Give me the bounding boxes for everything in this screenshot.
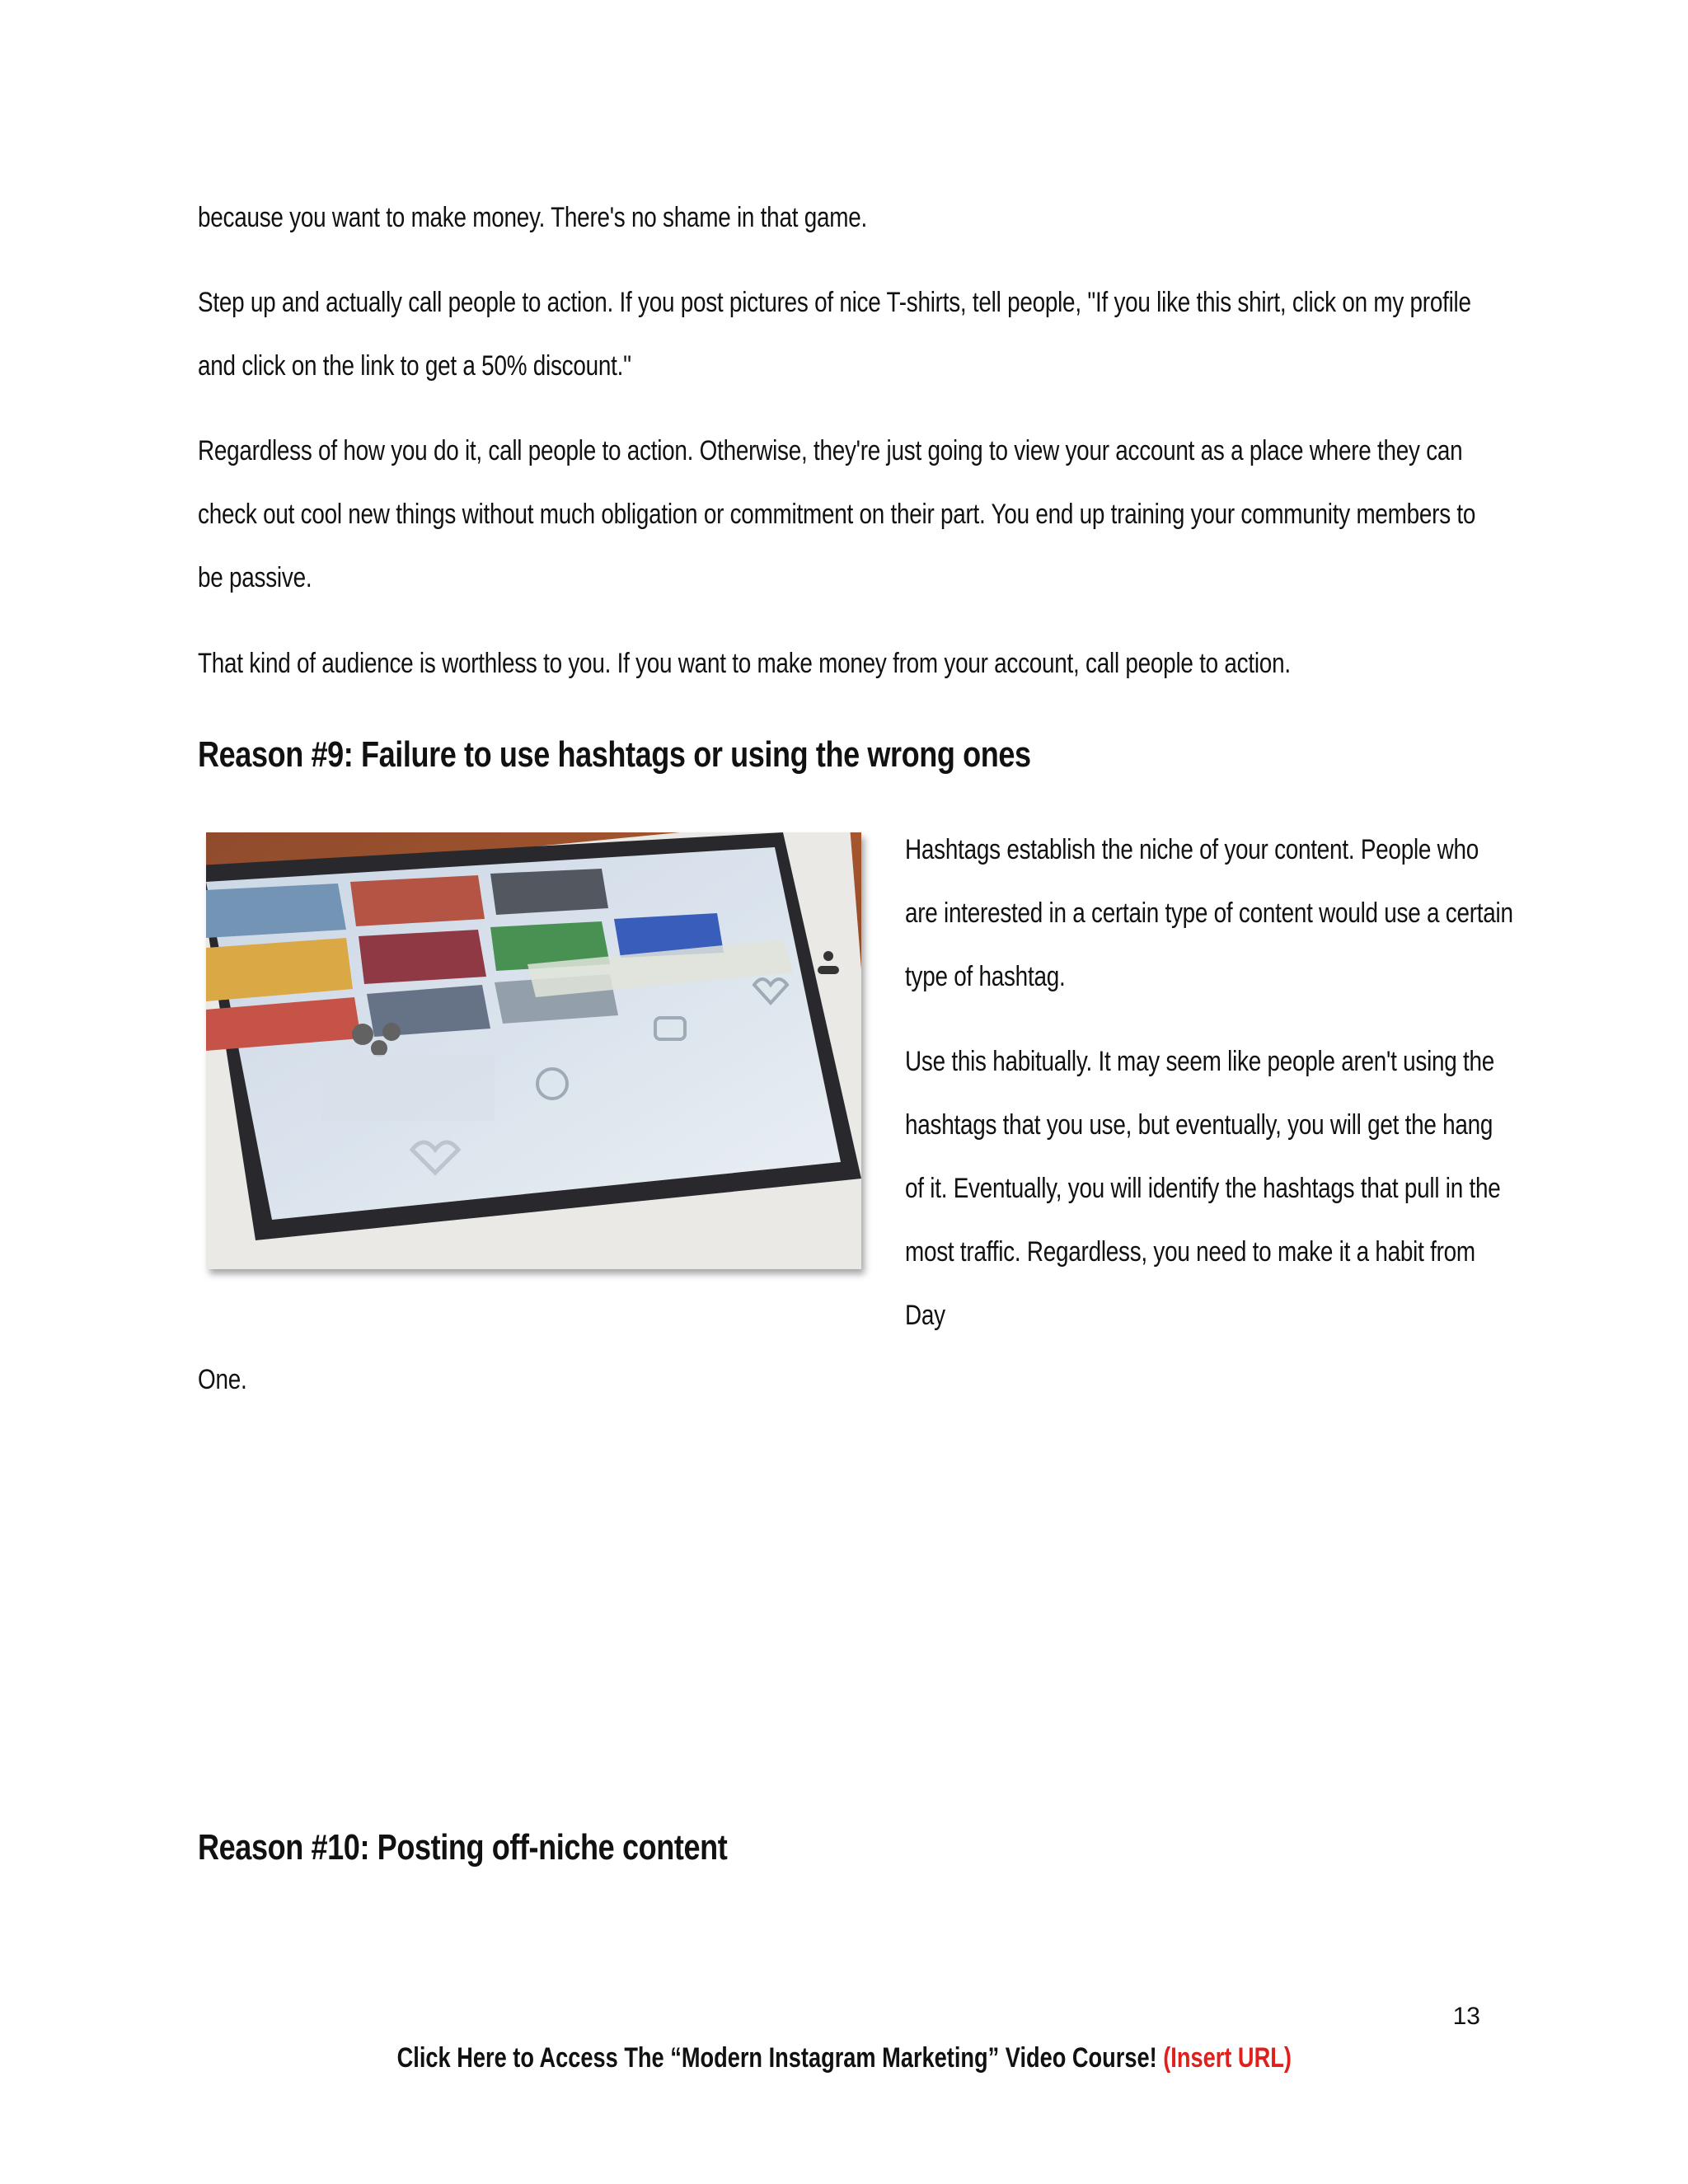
footer-cta-link[interactable] [396,2037,1291,2079]
page-number: 13 [1452,2003,1480,2030]
body-paragraph-3: Regardless of how you do it, call people to action. Otherwise, they're just going to view your account as a place where they can check out cool new things without much obligation or commitment on their part. You end up training your community members to be passive. [198,435,1476,593]
footer-url-placeholder[interactable]: (Insert URL) [1162,2042,1292,2074]
footer-cta[interactable] [0,2037,1688,2079]
body-paragraph-4: That kind of audience is worthless to you. If you want to make money from your account, call people to action. [198,648,1291,679]
side-paragraph-2: Use this habitually. It may seem like people aren't using the hashtags that you use, but eventually, you will get the hang of it. Eventually, you will identify the hashtags that pull in the most traffic. Regardless, you need to make it a habit from Day [905,1046,1501,1331]
side-paragraph-1: Hashtags establish the niche of your content. People who are interested in a certain type of content would use a certain type of hashtag. [905,834,1513,992]
body-paragraph-2: Step up and actually call people to action. If you post pictures of nice T-shirts, tell people, "If you like this shirt, click on my profile and click on the link to get a 50% discount." [198,287,1471,382]
tablet-photo-illustration [206,832,861,1269]
body-paragraph-1: because you want to make money. There's no shame in that game. [198,202,867,233]
section-heading-reason-9: Reason #9: Failure to use hashtags or using the wrong ones [198,734,1031,775]
continuation-text: One. [198,1364,247,1395]
section-heading-reason-10: Reason #10: Posting off-niche content [198,1827,728,1868]
tablet-instagram-photo [206,832,861,1269]
footer-cta-text[interactable]: Click Here to Access The “Modern Instagram Marketing” Video Course! [396,2042,1157,2074]
